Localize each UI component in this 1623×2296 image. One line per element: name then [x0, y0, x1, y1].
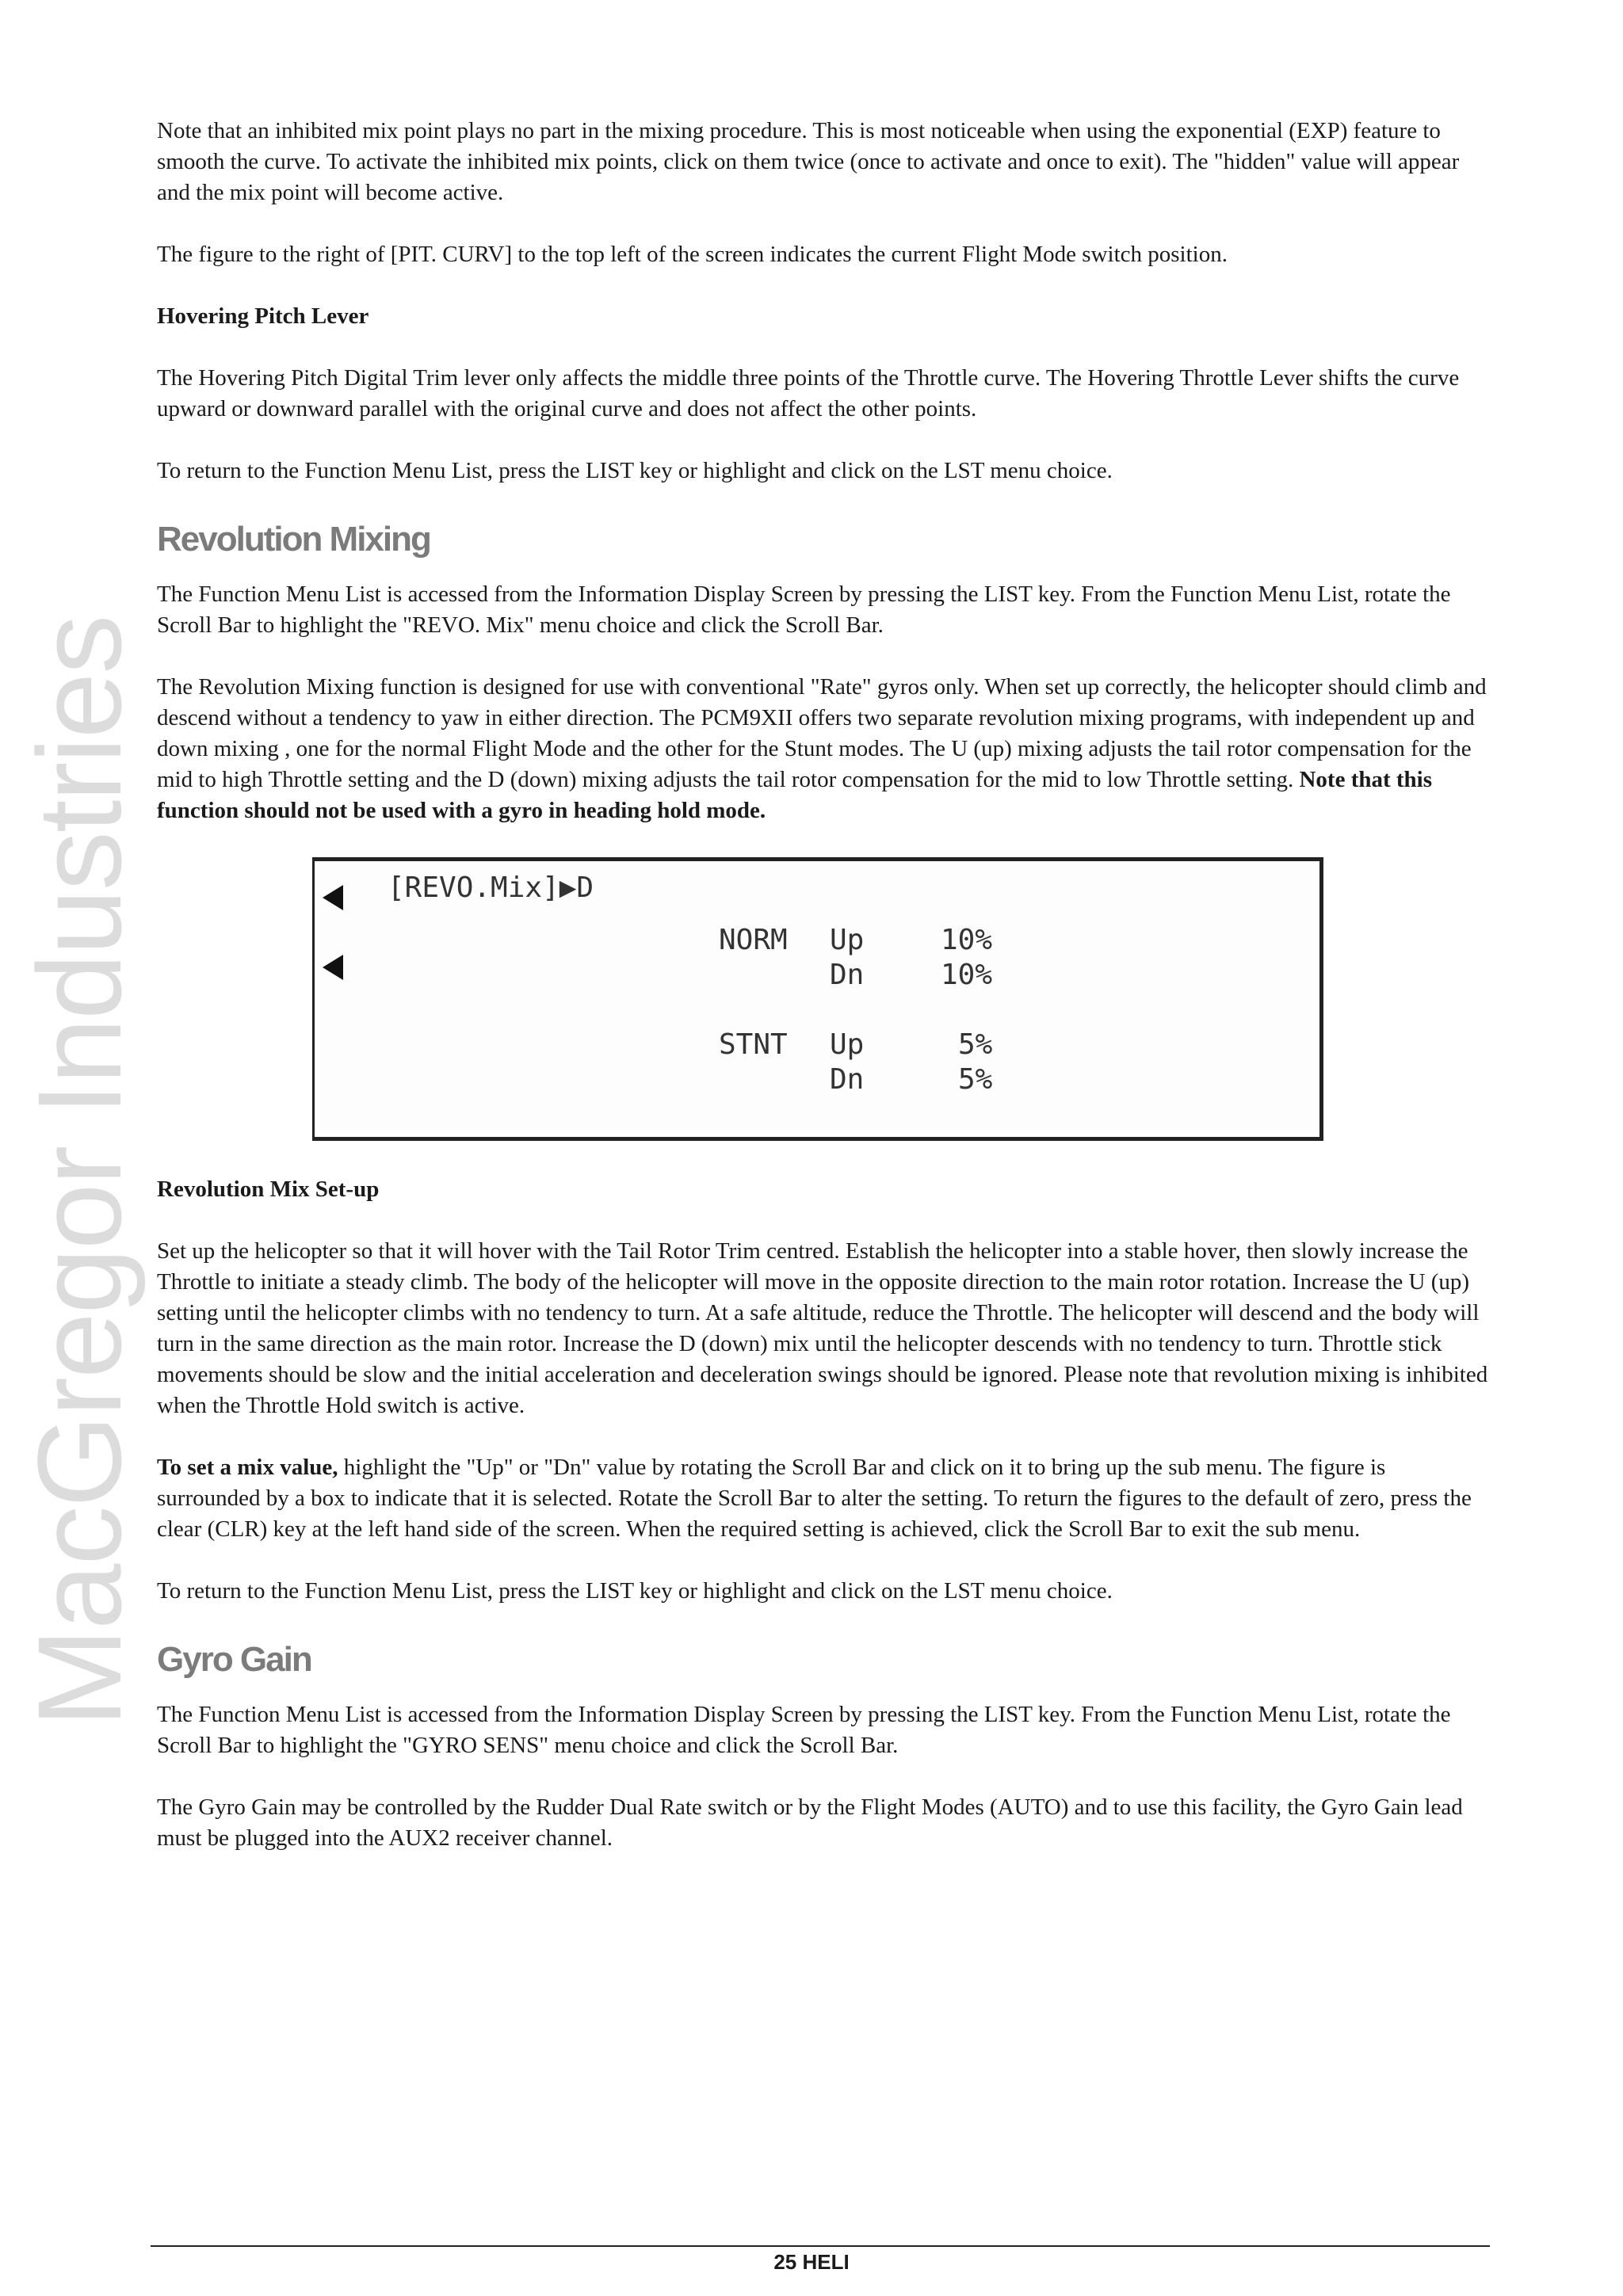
paragraph-return-list-1: To return to the Function Menu List, press the LIST key or highlight and click on the LST menu choice. [157, 458, 1113, 483]
paragraph-hovering-pitch: The Hovering Pitch Digital Trim lever only affects the middle three points of the Throttle curve. The Hovering Throttle Lever shifts the curve upward or downward parallel with the original curve and does not affect the other points. [157, 365, 1460, 421]
revo-warning-text: Note that this function should not be used with a gyro in heading hold mode. [157, 767, 1433, 823]
paragraph-return-list-2: To return to the Function Menu List, press the LIST key or highlight and click on the LST menu choice. [157, 1578, 1113, 1604]
lcd-norm-up-value: 10% [941, 924, 993, 956]
revolution-mixing-heading: Revolution Mixing [157, 520, 430, 559]
paragraph-gyro-description: The Gyro Gain may be controlled by the Rudder Dual Rate switch or by the Flight Modes (AUTO) and to use this facility, the Gyro Gain lead must be plugged into the AUX2 receiver channel. [157, 1794, 1463, 1851]
paragraph-set-mix-value [157, 1452, 1488, 1545]
paragraph-flight-mode-figure: The figure to the right of [PIT. CURV] to the top left of the screen indicates the current Flight Mode switch position. [157, 242, 1228, 267]
page-content [157, 116, 1488, 1885]
lcd-norm-dn-value: 10% [941, 959, 993, 991]
paragraph-inhibited-mix: Note that an inhibited mix point plays no part in the mixing procedure. This is most noticeable when using the exponential (EXP) feature to smooth the curve. To activate the inhibited mix points, click on them twice (once to activate and once to exit). The "hidden" value will appear and the mix point will become active. [157, 118, 1460, 205]
lcd-norm-label: NORM [719, 924, 788, 956]
set-mix-value-lead: To set a mix value, [157, 1455, 338, 1480]
footer-rule [151, 2245, 1490, 2247]
lcd-stnt-dn-value: 5% [958, 1063, 993, 1096]
lcd-norm-dn-label: Dn [830, 959, 865, 991]
paragraph-revo-access: The Function Menu List is accessed from the Information Display Screen by pressing the LIST key. From the Function Menu List, rotate the Scroll Bar to highlight the "REVO. Mix" menu choice and click the Scroll Bar. [157, 582, 1451, 638]
paragraph-revo-setup: Set up the helicopter so that it will hover with the Tail Rotor Trim centred. Establish the helicopter into a stable hover, then slowly increase the Throttle to initiate a steady climb. The body of the helicopter will move in the opposite direction to the main rotor rotation. Increase the U (up) setting until the helicopter climbs with no tendency to turn. At a safe altitude, reduce the Throttle. The helicopter will descend and the body will turn in the same direction as the main rotor. Increase the D (down) mix until the helicopter descends with no tendency to turn. Throttle stick movements should be slow and the initial acceleration and deceleration swings should be ignored. Please note that revolution mixing is inhibited when the Throttle Hold switch is active. [157, 1238, 1488, 1418]
revo-description-text: The Revolution Mixing function is designed for use with conventional "Rate" gyros only. When set up correctly, the helicopter should climb and descend without a tendency to yaw in either direction. The PCM9XII offers two separate revolution mixing programs, with independent up and down mixing , one for the normal Flight Mode and the other for the Stunt modes. The U (up) mixing adjusts the tail rotor compensation for the mid to high Throttle setting and the D (down) mixing adjusts the tail rotor compensation for the mid to low Throttle setting. [157, 674, 1487, 792]
page-footer: 25 HELI [773, 2250, 850, 2274]
lcd-stnt-dn-label: Dn [830, 1063, 865, 1096]
revo-setup-heading: Revolution Mix Set-up [157, 1177, 380, 1202]
lcd-left-arrow-icon [323, 955, 343, 980]
paragraph-gyro-access: The Function Menu List is accessed from the Information Display Screen by pressing the LIST key. From the Function Menu List, rotate the Scroll Bar to highlight the "GYRO SENS" menu choice and click the Scroll Bar. [157, 1702, 1451, 1758]
watermark: MacGregor Industries [13, 616, 146, 1727]
paragraph-revo-description [157, 672, 1488, 826]
revo-mix-lcd-screen [312, 857, 1323, 1141]
lcd-stnt-label: STNT [719, 1028, 788, 1061]
lcd-title: [REVO.Mix]▶D [388, 871, 594, 904]
gyro-gain-heading: Gyro Gain [157, 1640, 311, 1679]
lcd-stnt-up-label: Up [830, 1028, 865, 1061]
set-mix-value-text: highlight the "Up" or "Dn" value by rotating the Scroll Bar and click on it to bring up the sub menu. The figure is surrounded by a box to indicate that it is selected. Rotate the Scroll Bar to alter the setting. To return the figures to the default of zero, press the clear (CLR) key at the left hand side of the screen. When the required setting is achieved, click the Scroll Bar to exit the sub menu. [157, 1455, 1472, 1542]
hovering-pitch-heading: Hovering Pitch Lever [157, 303, 369, 329]
lcd-stnt-up-value: 5% [958, 1028, 993, 1061]
lcd-norm-up-label: Up [830, 924, 865, 956]
lcd-left-arrow-icon [323, 885, 343, 910]
